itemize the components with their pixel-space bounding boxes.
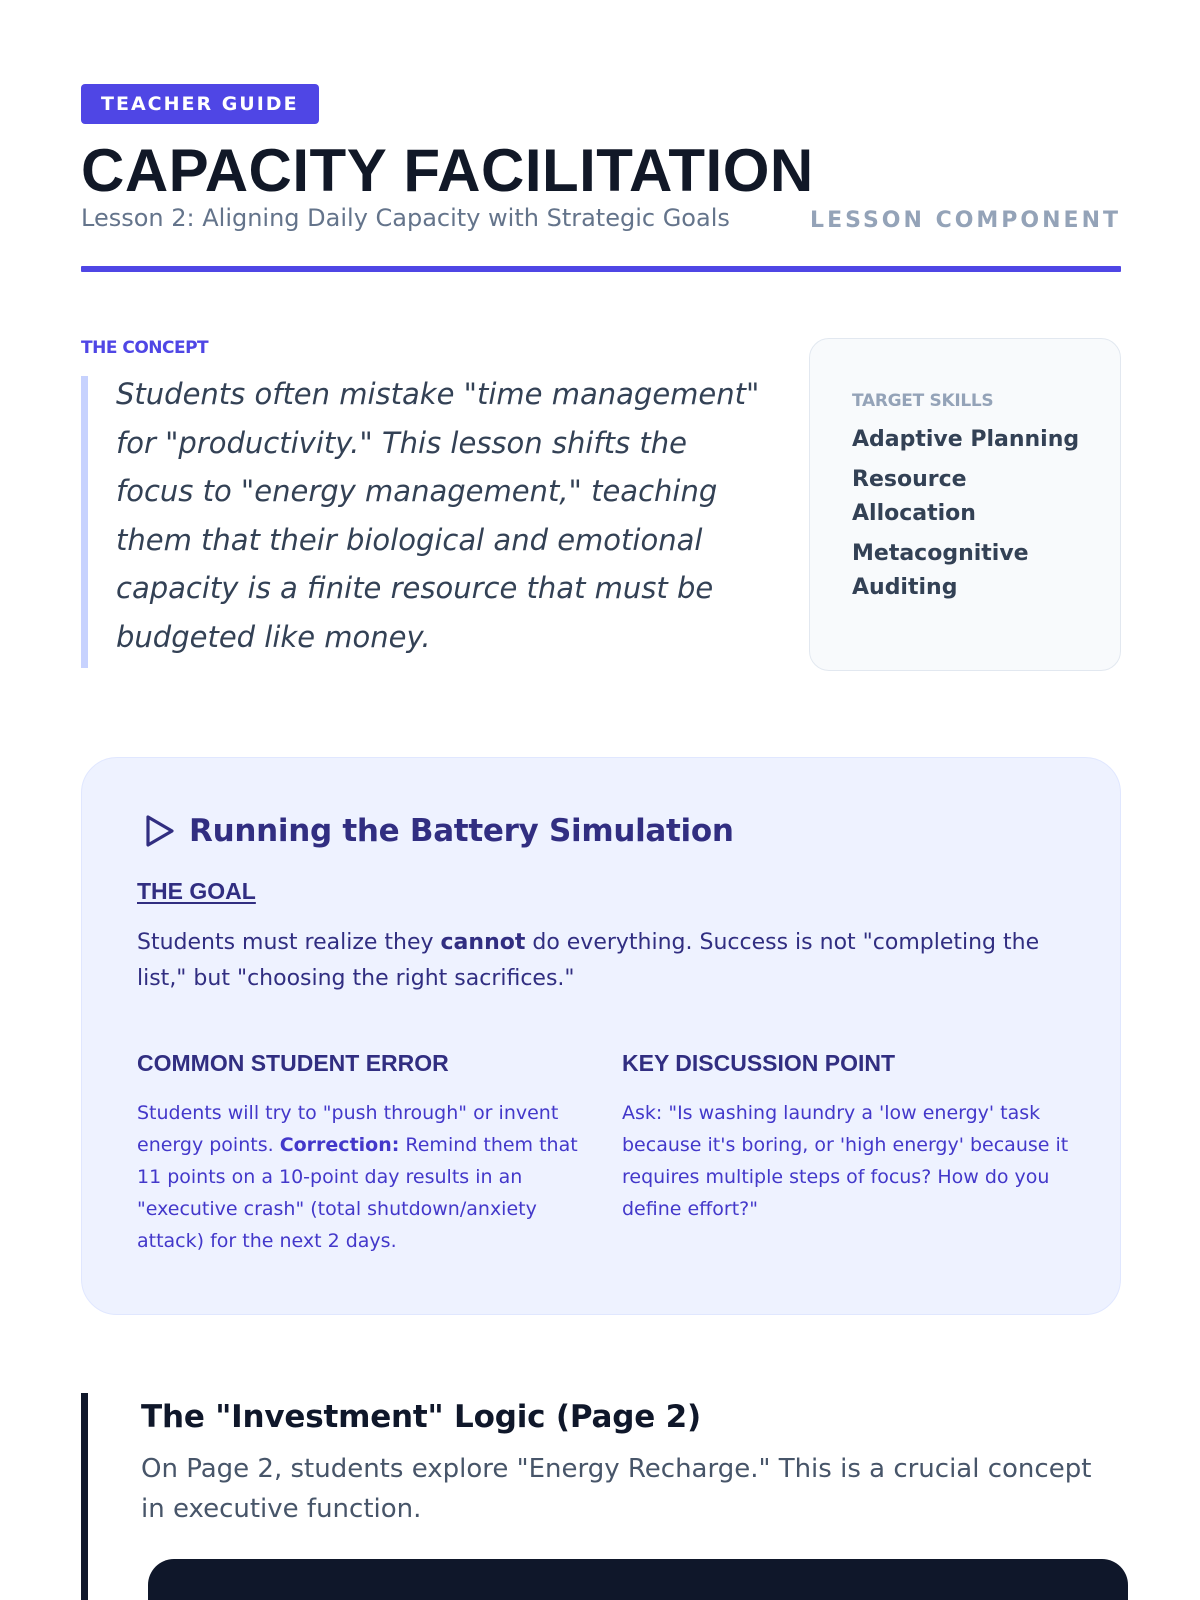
goal-text-start: Students must realize they (137, 930, 441, 955)
goal-text-end: do everything. Success is not "completing the list," but "choosing the right sacrifices." (137, 930, 1040, 991)
simulation-header (137, 808, 1066, 854)
skill-item: Metacognitive Auditing (852, 541, 1029, 600)
simulation-title: Running the Battery Simulation (189, 813, 734, 849)
battery-simulation-card (81, 757, 1121, 1315)
correction-label: Correction: (279, 1134, 400, 1156)
common-error-heading: COMMON STUDENT ERROR (137, 1050, 449, 1076)
page-title: CAPACITY FACILITATION (81, 137, 814, 204)
common-error-text (137, 1097, 587, 1257)
investment-dark-card (148, 1559, 1128, 1600)
error-text-start: Students will try to "push through" or invent energy points. (137, 1102, 559, 1156)
subtitle-row (81, 204, 1121, 244)
concept-section (81, 338, 1121, 676)
goal-label: THE GOAL (137, 878, 256, 904)
concept-text: Students often mistake "time management" for "productivity." This lesson shifts the focus to "energy management," teaching them that their biological and emotional capacity is a finite resource that must be budgeted like money. (116, 377, 760, 654)
investment-text: On Page 2, students explore "Energy Recharge." This is a crucial concept in executive function. (141, 1454, 1092, 1524)
discussion-column (622, 1050, 1072, 1225)
simulation-columns (137, 1050, 1067, 1270)
skill-item: Adaptive Planning (852, 427, 1080, 452)
investment-section (81, 1393, 1121, 1600)
investment-title: The "Investment" Logic (Page 2) (141, 1399, 702, 1435)
teacher-guide-badge: TEACHER GUIDE (81, 84, 319, 124)
header-divider (81, 266, 1121, 272)
skill-item: Resource Allocation (852, 467, 976, 526)
play-icon (139, 812, 177, 850)
discussion-text: Ask: "Is washing laundry a 'low energy' task because it's boring, or 'high energy' because it requires multiple steps of focus? How do you define effort?" (622, 1102, 1069, 1220)
concept-label: THE CONCEPT (81, 338, 209, 358)
concept-quote (81, 376, 761, 668)
common-error-column (137, 1050, 587, 1257)
goal-text (137, 925, 1057, 997)
discussion-heading: KEY DISCUSSION POINT (622, 1050, 896, 1076)
lesson-subtitle: Lesson 2: Aligning Daily Capacity with Strategic Goals (81, 204, 730, 232)
target-skills-label: TARGET SKILLS (852, 391, 994, 411)
teacher-guide-page (81, 84, 1121, 1315)
lesson-component-label: LESSON COMPONENT (810, 208, 1121, 233)
target-skills-card (809, 338, 1121, 671)
goal-text-emphasis: cannot (440, 930, 526, 955)
error-text-end: Remind them that 11 points on a 10-point day results in an "executive crash" (total shutdown/anxiety attack) for the next 2 days. (137, 1134, 578, 1252)
